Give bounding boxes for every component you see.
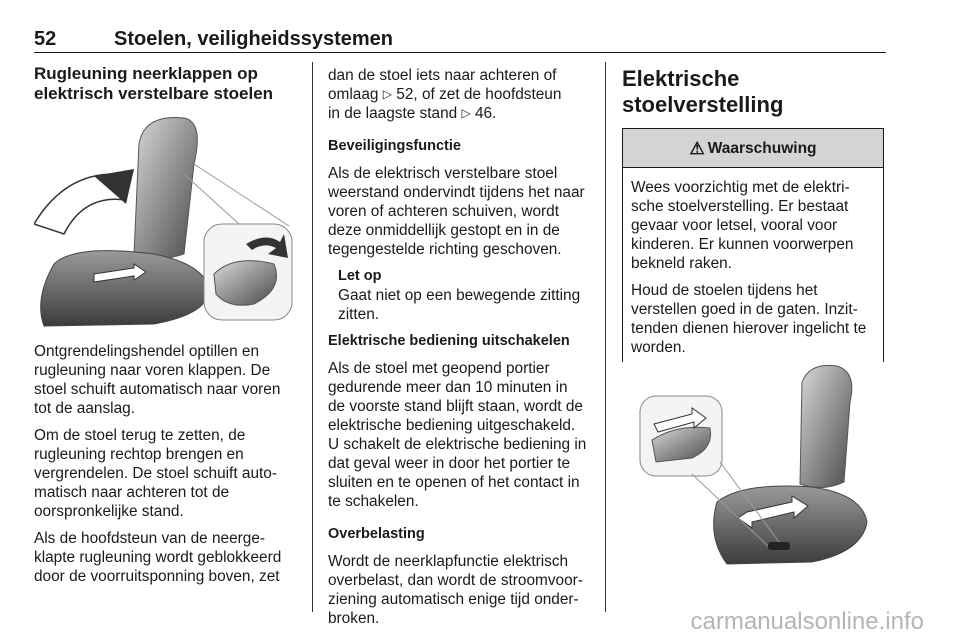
triangle-ref-icon: ▷ <box>461 106 471 120</box>
paragraph-disable-electric: Als de stoel met geopend portier gedurende meer dan 10 minuten in de voorste stand blijft staan, wordt de elektrische bediening uitgeschakeld. U schakelt de elektrische bediening in dat geval weer in door het portier te sluiten en te openen of het contact in te schakelen. <box>328 360 587 510</box>
seat-longitudinal-illustration <box>622 362 884 568</box>
warning-header <box>623 129 883 168</box>
section-heading-electric-seat: Elektrische stoelverstelling <box>622 66 784 117</box>
note-title: Let op <box>338 268 382 284</box>
watermark: carmanualsonline.info <box>690 608 924 635</box>
warning-paragraph-1: Wees voorzichtig met de elektri- sche stoelverstelling. Er bestaat gevaar voor letsel, vooral voor kinderen. Er kunnen voorwerpen bekneld raken. <box>631 179 854 272</box>
column-2 <box>328 66 596 636</box>
note-box <box>328 267 596 324</box>
warning-body <box>623 168 883 365</box>
paragraph-headrest-blocked: Als de hoofdsteun van de neerge- klapte rugleuning wordt geblokkeerd door de voorruitsponning boven, zet <box>34 530 282 585</box>
section-heading-fold-backrest: Rugleuning neerklappen op elektrisch verstelbare stoelen <box>34 64 274 103</box>
note-text: Gaat niet op een bewegende zitting zitten. <box>338 287 581 323</box>
column-3 <box>622 66 884 406</box>
warning-paragraph-2: Houd de stoelen tijdens het verstellen goed in de gaten. Inzit- tenden dienen hierover ingelicht te worden. <box>631 282 867 356</box>
column-divider-right <box>605 62 606 612</box>
seat-fold-illustration <box>34 114 298 328</box>
paragraph-release-lever: Ontgrendelingshendel optillen en rugleuning naar voren klappen. De stoel schuift automatisch naar voren tot de aanslag. <box>34 343 281 417</box>
column-1 <box>34 64 300 112</box>
triangle-ref-icon: ▷ <box>382 87 392 101</box>
paragraph-continued: dan de stoel iets naar achteren of omlaag ▷ 52, of zet de hoofdsteun in de laagste stand ▷ 46. <box>328 67 562 122</box>
paragraph-safety-function: Als de elektrisch verstelbare stoel weerstand ondervindt tijdens het naar voren of achteren schuiven, wordt deze onmiddellijk gestopt en in de tegengestelde richting geschoven. <box>328 165 585 258</box>
page-title: Stoelen, veiligheidssystemen <box>114 28 393 50</box>
page-header <box>34 28 886 53</box>
heading-safety-function: Beveiligingsfunctie <box>328 138 461 154</box>
page-number: 52 <box>34 28 57 50</box>
heading-disable-electric: Elektrische bediening uitschakelen <box>328 333 570 349</box>
paragraph-overload: Wordt de neerklapfunctie elektrisch overbelast, dan wordt de stroomvoor- ziening automatisch enige tijd onder- broken. <box>328 553 583 627</box>
heading-overload: Overbelasting <box>328 526 425 542</box>
warning-triangle-icon: ⚠ <box>689 138 705 158</box>
paragraph-return-seat: Om de stoel terug te zetten, de rugleuning rechtop brengen en vergrendelen. De stoel schuift auto- matisch naar achteren tot de oorspronkelijke stand. <box>34 427 277 520</box>
warning-title: Waarschuwing <box>707 139 817 157</box>
column-divider-left <box>312 62 313 612</box>
column-1-body <box>34 342 300 594</box>
warning-box <box>622 128 884 366</box>
